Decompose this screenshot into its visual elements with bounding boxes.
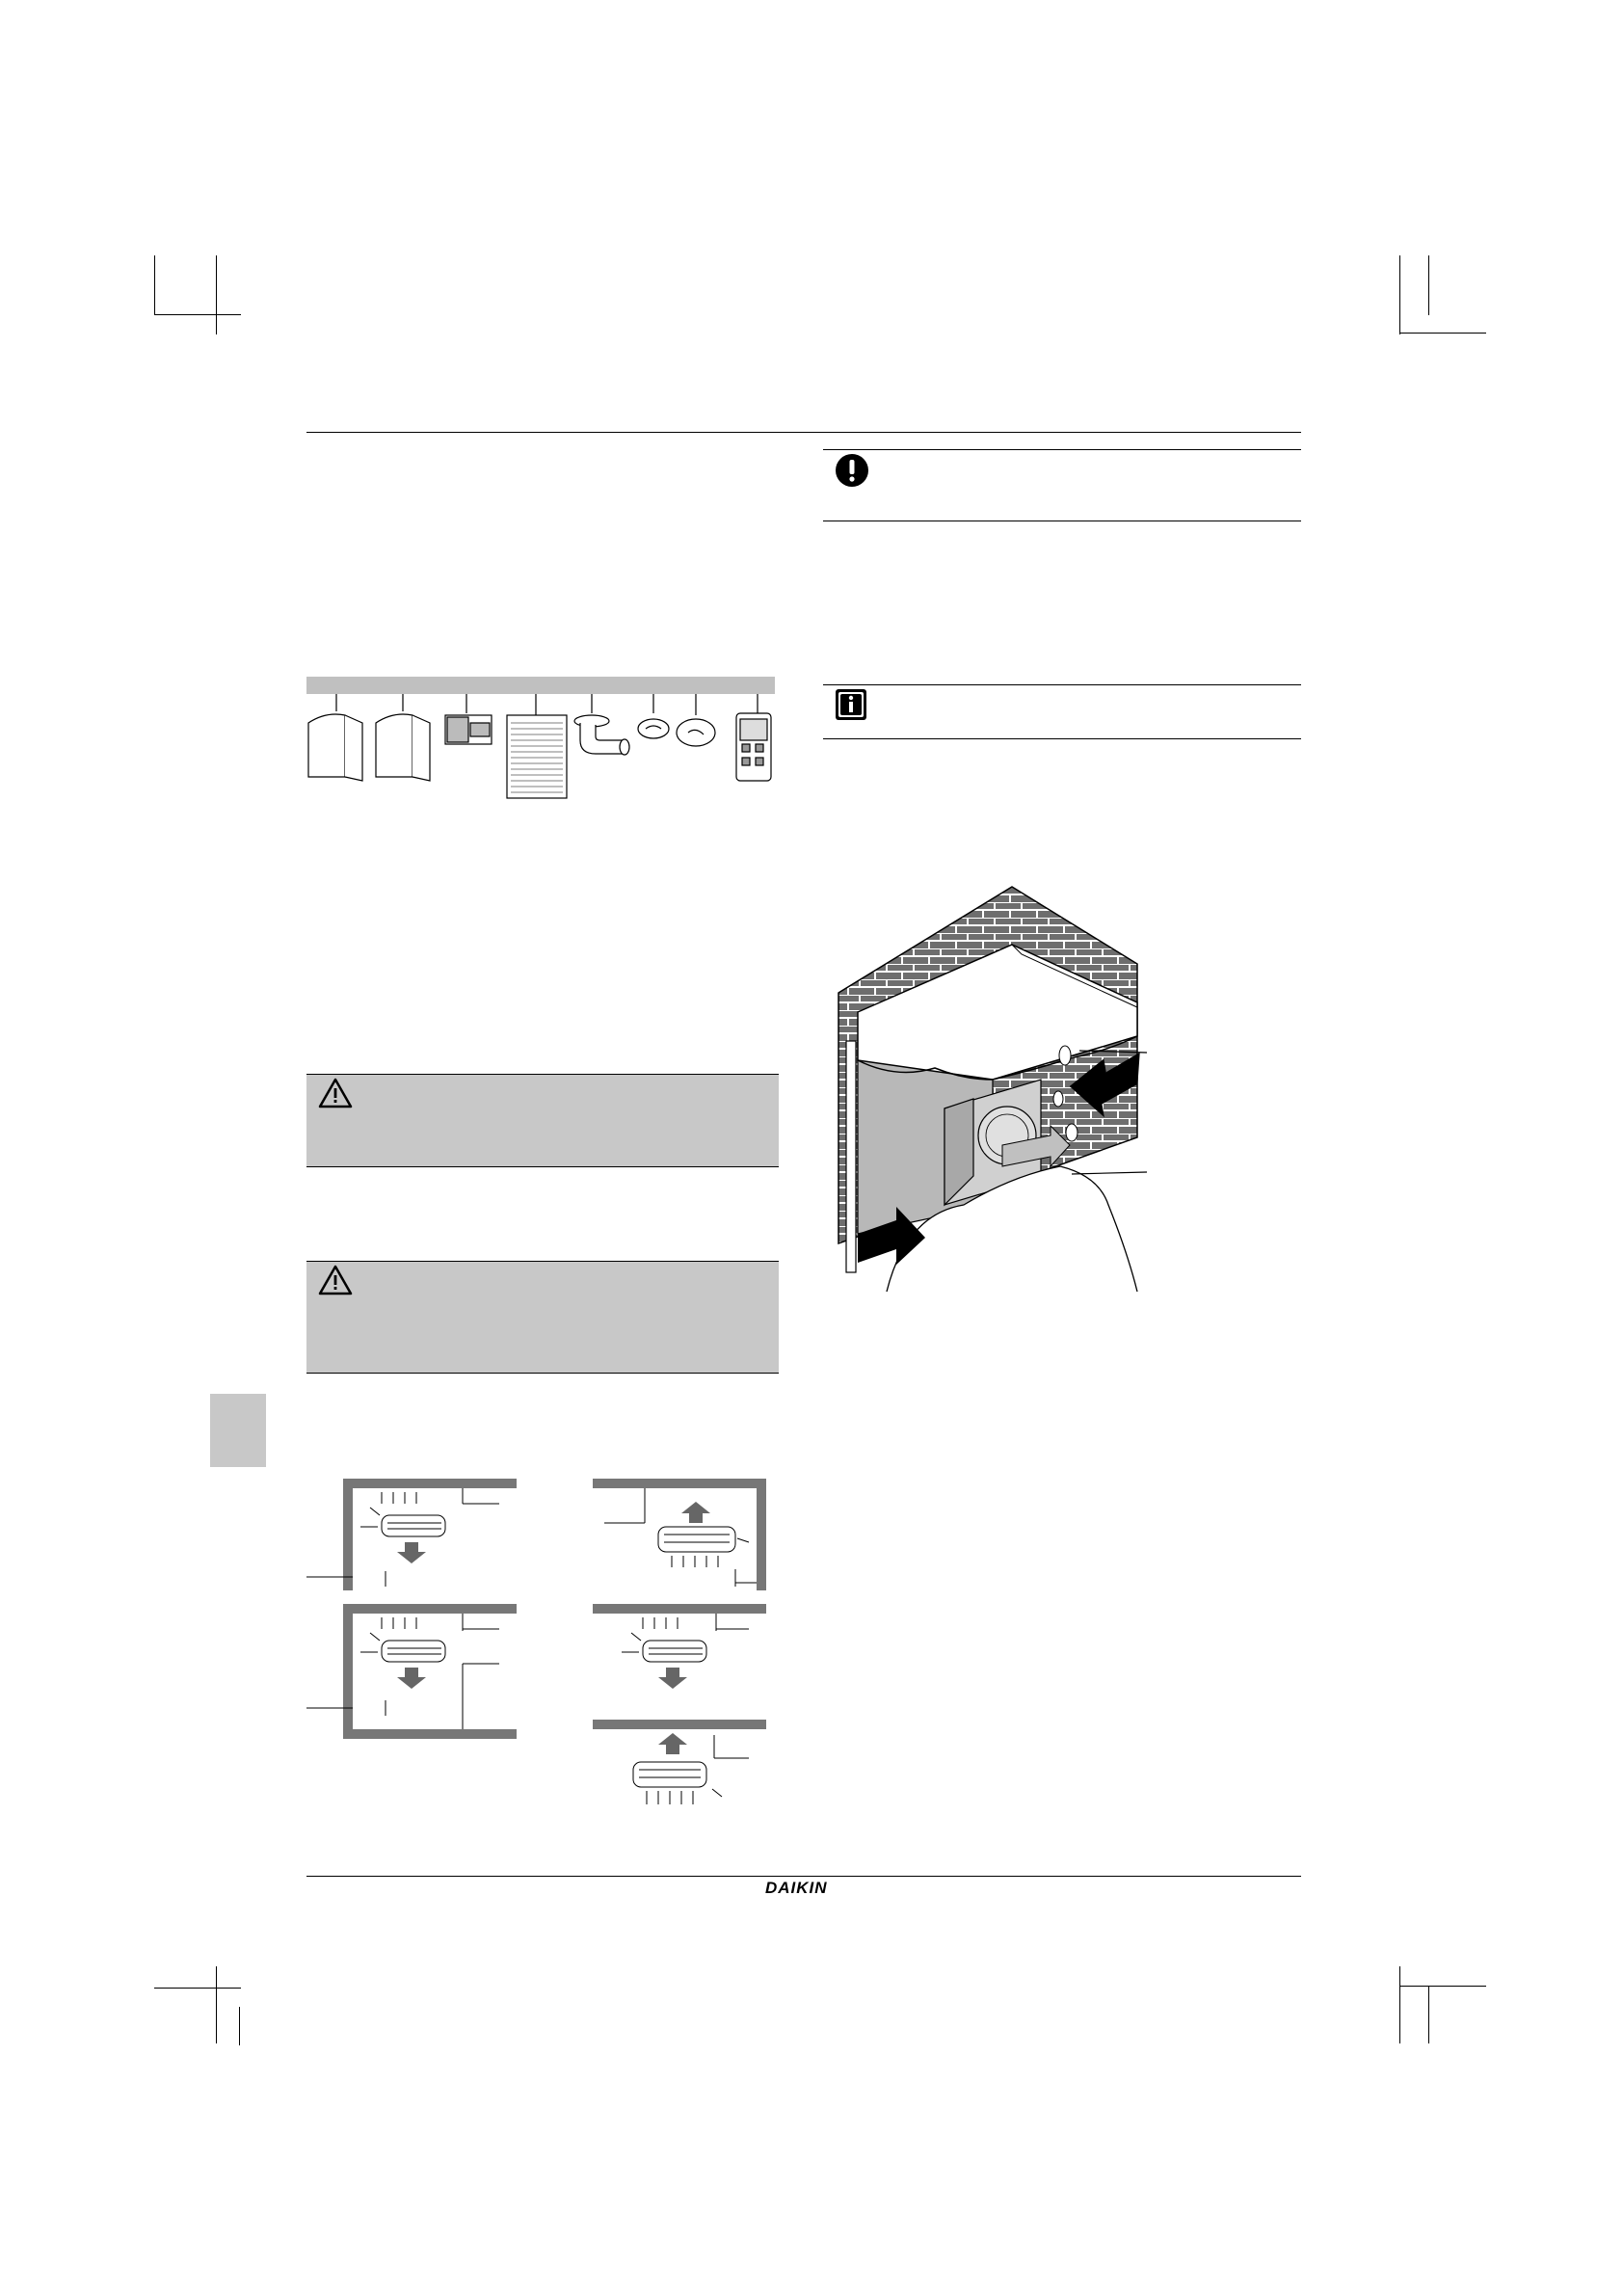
snow-cover-illustration [819,887,1176,1292]
info-icon [835,688,867,721]
clearance-diagram-bottom-left [306,1600,519,1740]
warning-box-2 [306,1261,779,1373]
warning-triangle-icon [318,1265,353,1295]
clearance-diagram-top-left [306,1475,519,1590]
side-tab [210,1394,266,1467]
accessories-illustration [306,694,779,800]
exclamation-icon [835,453,869,488]
footer-rule [306,1876,1301,1877]
daikin-logo: DAIKIN [765,1879,828,1897]
accessories-band [306,677,775,694]
header-rule [306,432,1301,433]
clearance-diagram-bottom-right [593,1600,795,1831]
clearance-diagram-top-right [593,1475,795,1590]
warning-triangle-icon [318,1078,353,1108]
warning-box-1 [306,1074,779,1166]
